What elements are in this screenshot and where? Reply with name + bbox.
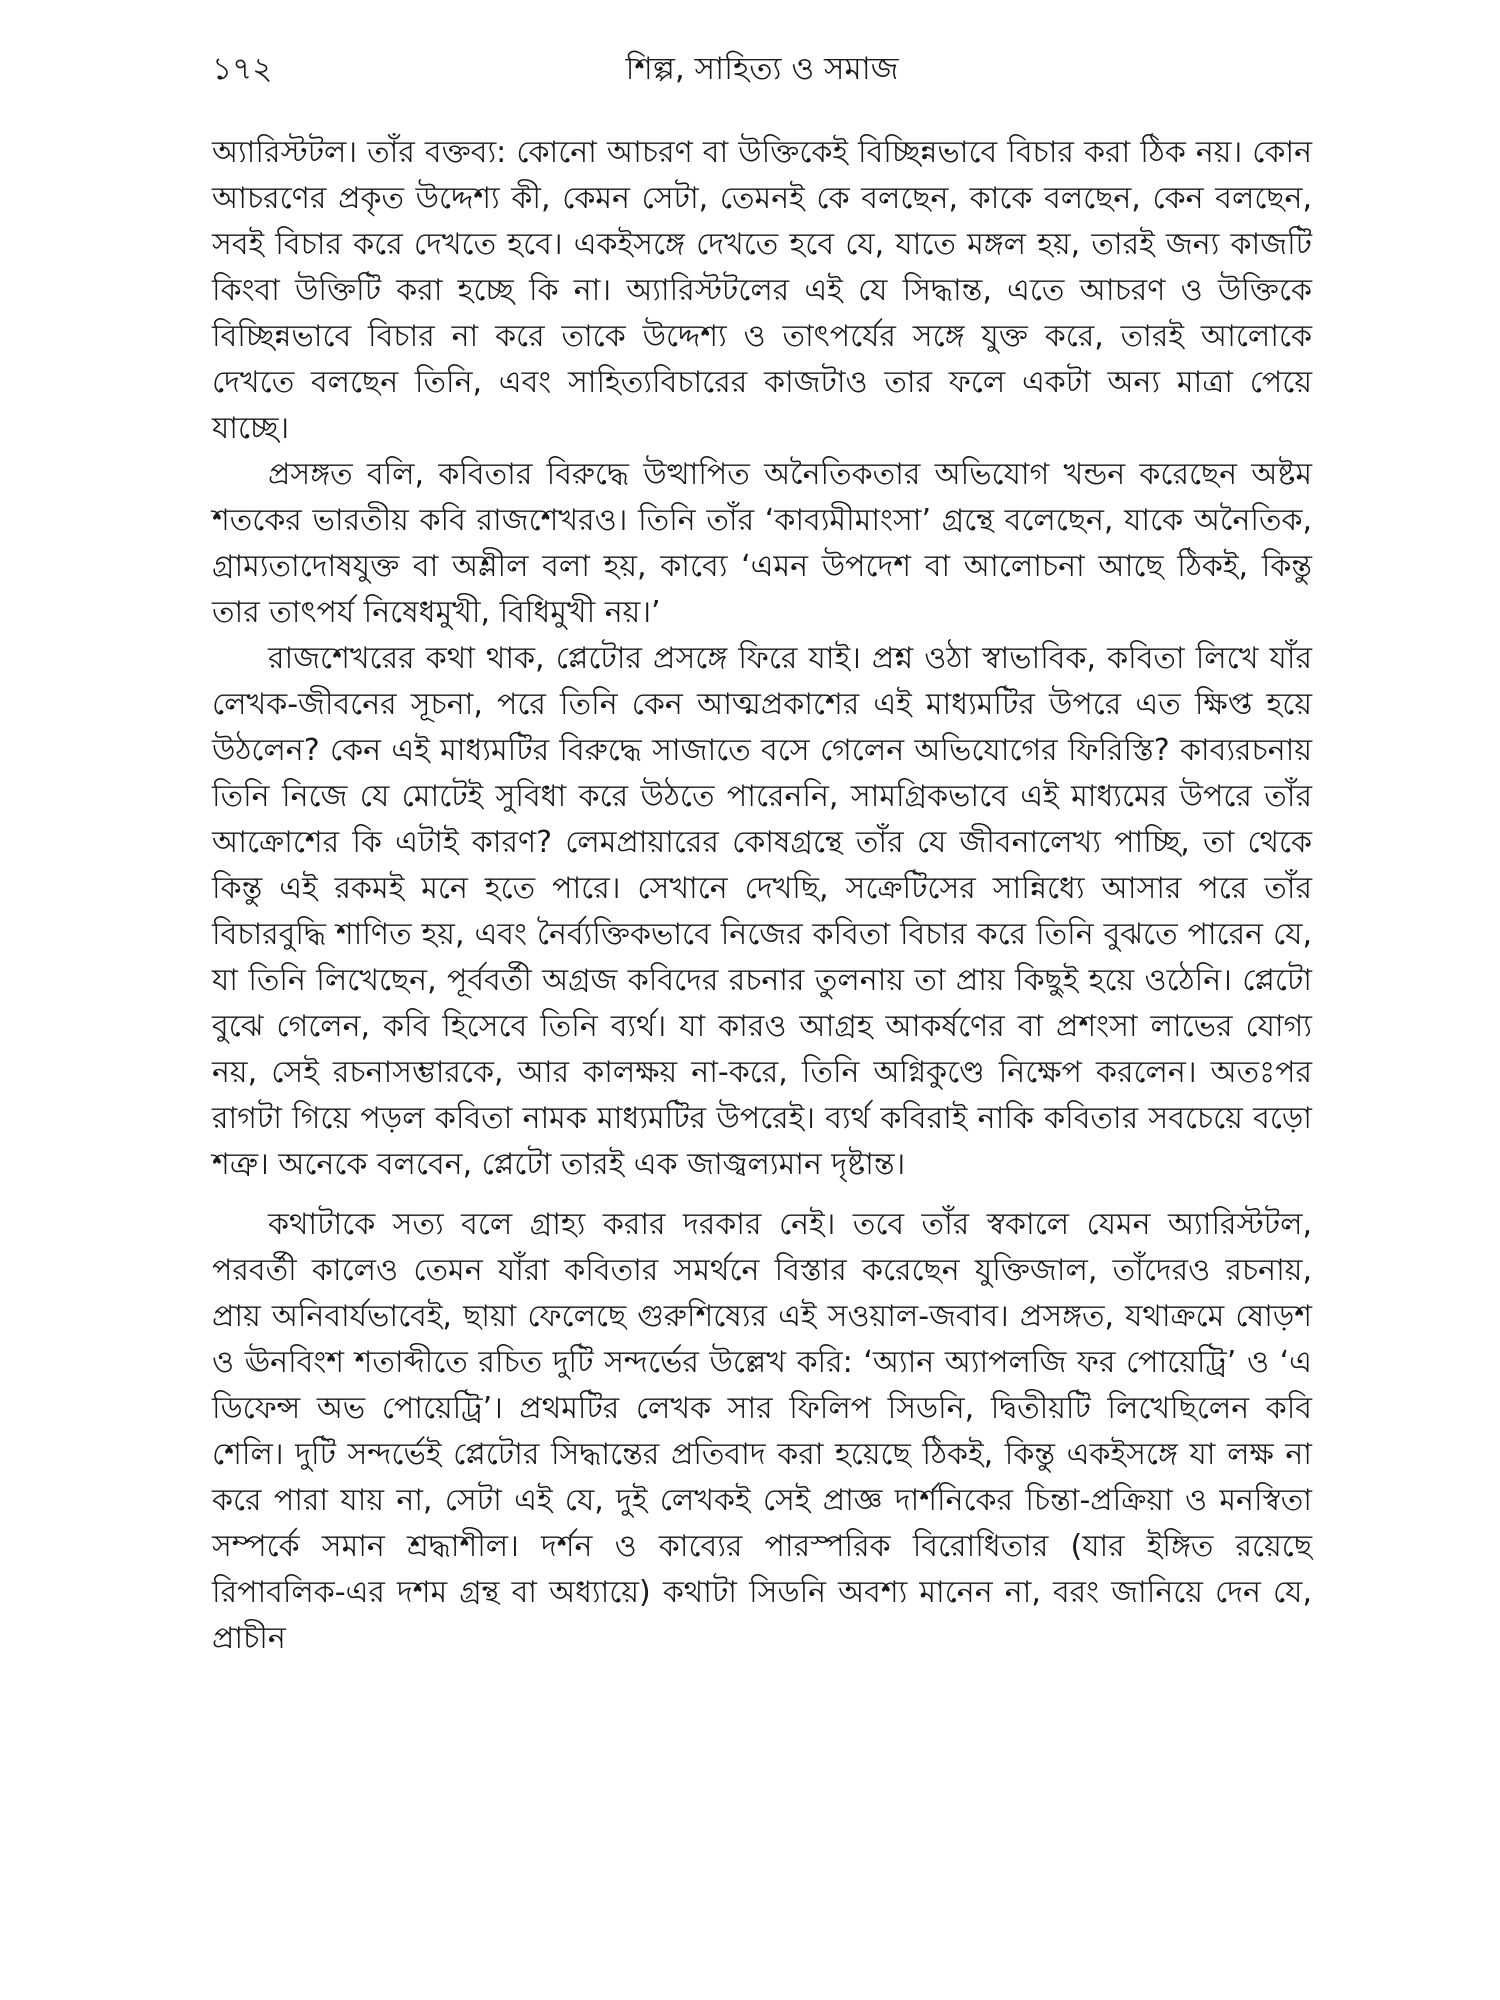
running-title: শিল্প, সাহিত্য ও সমাজ [625, 51, 899, 87]
paragraph-4: কথাটাকে সত্য বলে গ্রাহ্য করার দরকার নেই। তবে তাঁর স্বকালে যেমন অ্যারিস্টটল, পরবর্তী কালেও তেমন যাঁরা কবিতার সমর্থনে বিস্তার করেছেন যুক্তিজাল, তাঁদেরও রচনায়, প্রায় অনিবার্যভাবেই, ছায়া ফেলেছে গুরুশিষ্যের এই সওয়াল-জবাব। প্রসঙ্গত, যথাক্রমে ষোড়শ ও ঊনবিংশ শতাব্দীতে রচিত দুটি সন্দর্ভের উল্লেখ করি: ‘অ্যান অ্যাপলজি ফর পোয়েট্রি’ ও ‘এ ডিফেন্স অভ পোয়েট্রি’। প্রথমটির লেখক সার ফিলিপ সিডনি, দ্বিতীয়টি লিখেছিলেন কবি শেলি। দুটি সন্দর্ভেই প্লেটোর সিদ্ধান্তের প্রতিবাদ করা হয়েছে ঠিকই, কিন্তু একইসঙ্গে যা লক্ষ না করে পারা যায় না, সেটা এই যে, দুই লেখকই সেই প্রাজ্ঞ দার্শনিকের চিন্তা-প্রক্রিয়া ও মনস্বিতা সম্পর্কে সমান শ্রদ্ধাশীল। দর্শন ও কাব্যের পারস্পরিক বিরোধিতার (যার ইঙ্গিত রয়েছে রিপাবলিক-এর দশম গ্রন্থ বা অধ্যায়ে) কথাটা সিডনি অবশ্য মানেন না, বরং জানিয়ে দেন যে, প্রাচীন [212, 1207, 1312, 1656]
paragraph-1: অ্যারিস্টটল। তাঁর বক্তব্য: কোনো আচরণ বা উক্তিকেই বিচ্ছিন্নভাবে বিচার করা ঠিক নয়। কোন আচরণের প্রকৃত উদ্দেশ্য কী, কেমন সেটা, তেমনই কে বলছেন, কাকে বলছেন, কেন বলছেন, সবই বিচার করে দেখতে হবে। একইসঙ্গে দেখতে হবে যে, যাতে মঙ্গল হয়, তারই জন্য কাজটি কিংবা উক্তিটি করা হচ্ছে কি না। অ্যারিস্টটলের এই যে সিদ্ধান্ত, এতে আচরণ ও উক্তিকে বিচ্ছিন্নভাবে বিচার না করে তাকে উদ্দেশ্য ও তাৎপর্যের সঙ্গে যুক্ত করে, তারই আলোকে দেখতে বলছেন তিনি, এবং সাহিত্যবিচারের কাজটাও তার ফলে একটা অন্য মাত্রা পেয়ে যাচ্ছে। [212, 135, 1312, 446]
paragraph-2: প্রসঙ্গত বলি, কবিতার বিরুদ্ধে উত্থাপিত অনৈতিকতার অভিযোগ খন্ডন করেছেন অষ্টম শতকের ভারতীয় কবি রাজশেখরও। তিনি তাঁর ‘কাব্যমীমাংসা’ গ্রন্থে বলেছেন, যাকে অনৈতিক, গ্রাম্যতাদোষযুক্ত বা অশ্লীল বলা হয়, কাব্যে ‘এমন উপদেশ বা আলোচনা আছে ঠিকই, কিন্তু তার তাৎপর্য নিষেধমুখী, বিধিমুখী নয়।’ [212, 457, 1312, 630]
page-header [212, 44, 1312, 94]
body-text [212, 130, 1312, 1662]
page-number: ১৭২ [212, 51, 273, 87]
paragraph-3: রাজশেখরের কথা থাক, প্লেটোর প্রসঙ্গে ফিরে যাই। প্রশ্ন ওঠা স্বাভাবিক, কবিতা লিখে যাঁর লেখক-জীবনের সূচনা, পরে তিনি কেন আত্মপ্রকাশের এই মাধ্যমটির উপরে এত ক্ষিপ্ত হয়ে উঠলেন? কেন এই মাধ্যমটির বিরুদ্ধে সাজাতে বসে গেলেন অভিযোগের ফিরিস্তি? কাব্যরচনায় তিনি নিজে যে মোটেই সুবিধা করে উঠতে পারেননি, সামগ্রিকভাবে এই মাধ্যমের উপরে তাঁর আক্রোশের কি এটাই কারণ? লেমপ্রায়ারের কোষগ্রন্থে তাঁর যে জীবনালেখ্য পাচ্ছি, তা থেকে কিন্তু এই রকমই মনে হতে পারে। সেখানে দেখছি, সক্রেটিসের সান্নিধ্যে আসার পরে তাঁর বিচারবুদ্ধি শাণিত হয়, এবং নৈর্ব্যক্তিকভাবে নিজের কবিতা বিচার করে তিনি বুঝতে পারেন যে, যা তিনি লিখেছেন, পূর্ববর্তী অগ্রজ কবিদের রচনার তুলনায় তা প্রায় কিছুই হয়ে ওঠেনি। প্লেটো বুঝে গেলেন, কবি হিসেবে তিনি ব্যর্থ। যা কারও আগ্রহ আকর্ষণের বা প্রশংসা লাভের যোগ্য নয়, সেই রচনাসম্ভারকে, আর কালক্ষয় না-করে, তিনি অগ্নিকুণ্ডে নিক্ষেপ করলেন। অতঃপর রাগটা গিয়ে পড়ল কবিতা নামক মাধ্যমটির উপরেই। ব্যর্থ কবিরাই নাকি কবিতার সবচেয়ে বড়ো শত্রু। অনেকে বলবেন, প্লেটো তারই এক জাজ্বল্যমান দৃষ্টান্ত। [212, 641, 1312, 1182]
